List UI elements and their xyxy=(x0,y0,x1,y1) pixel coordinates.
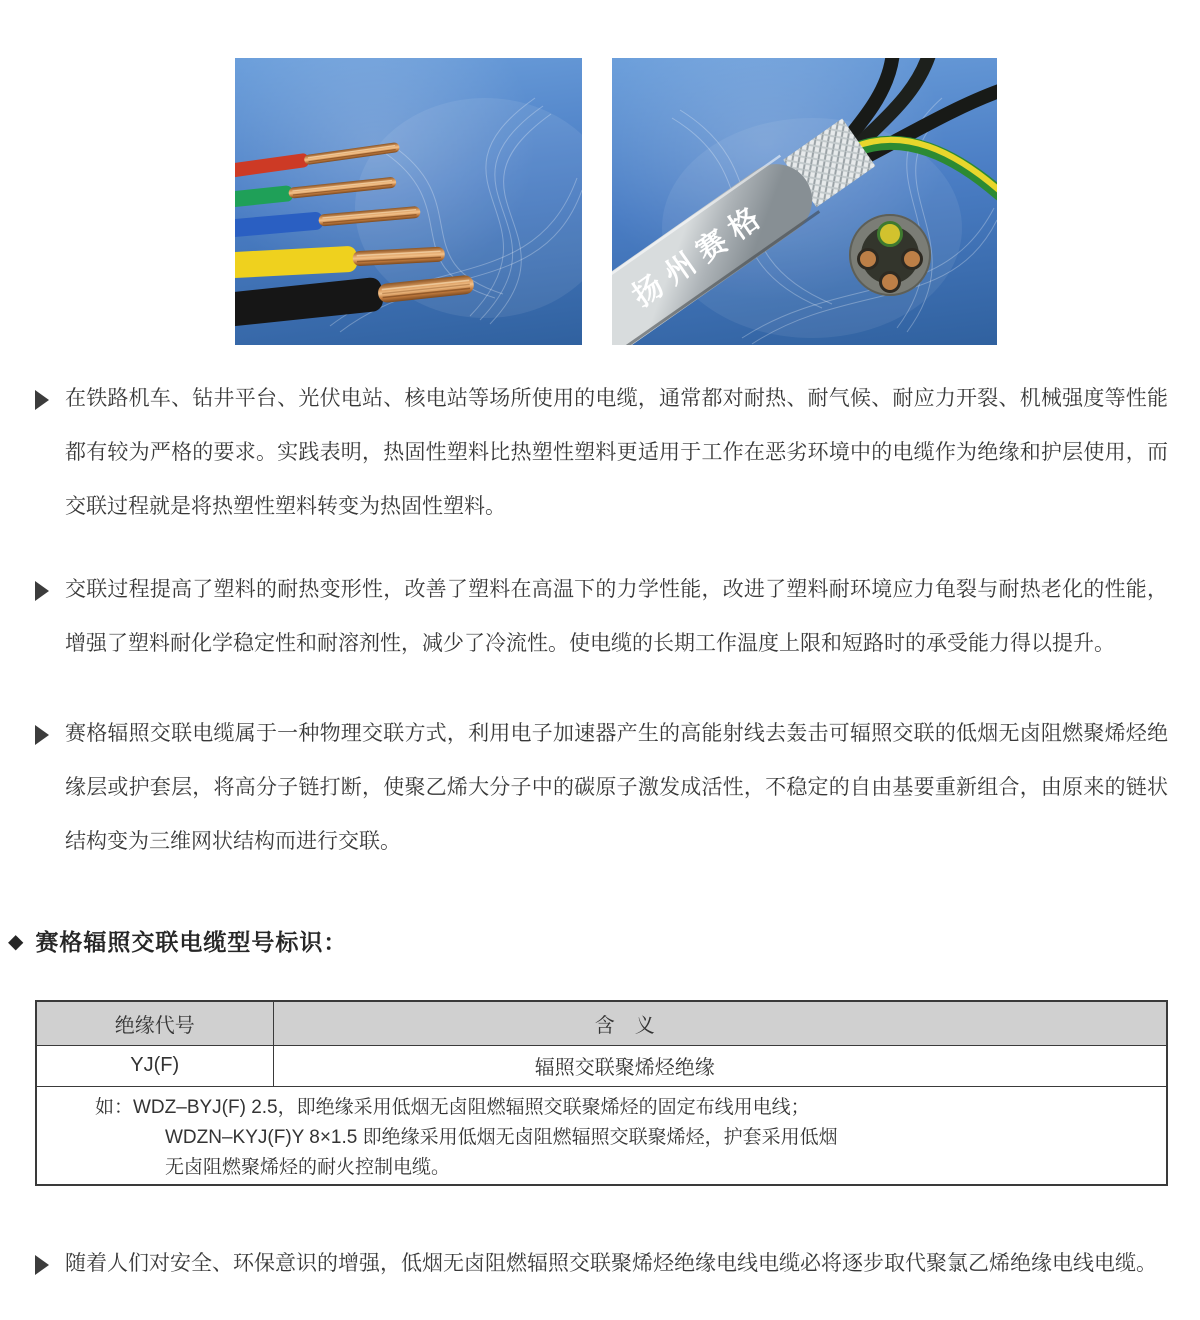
note-line-3: 无卤阻燃聚烯烃的耐火控制电缆。 xyxy=(165,1156,451,1178)
cable-cross-section xyxy=(849,214,931,296)
stripped-wires-illustration xyxy=(235,58,582,345)
table-row xyxy=(36,1045,1167,1086)
bullet-paragraph-2 xyxy=(35,563,1168,671)
stripped-wires-photo xyxy=(235,58,582,345)
paragraph-text: 随着人们对安全、环保意识的增强，低烟无卤阻燃辐照交联聚烯烃绝缘电线电缆必将逐步取代聚氯乙烯绝缘电线电缆。 xyxy=(65,1252,1157,1275)
bullet-triangle-icon xyxy=(35,725,49,745)
bullet-triangle-icon xyxy=(35,581,49,601)
header-cell-code: 绝缘代号 xyxy=(36,1001,273,1045)
shielded-cable-illustration xyxy=(612,58,997,345)
cell-code: YJ(F) xyxy=(36,1045,273,1086)
header-cell-meaning: 含 义 xyxy=(273,1001,1167,1045)
bullet-paragraph-1 xyxy=(35,372,1168,534)
note-line-2: WDZN–KYJ(F)Y 8×1.5 即绝缘采用低烟无卤阻燃辐照交联聚烯烃，护套采用低烟 xyxy=(165,1126,838,1148)
bullet-paragraph-3 xyxy=(35,707,1168,869)
paragraph-text: 交联过程提高了塑料的耐热变形性，改善了塑料在高温下的力学性能，改进了塑料耐环境应力龟裂与耐热老化的性能，增强了塑料耐化学稳定性和耐溶剂性，减少了冷流性。使电缆的长期工作温度上限和短路时的承受能力得以提升。 xyxy=(65,578,1168,655)
table-header-row xyxy=(36,1001,1167,1045)
section-heading xyxy=(8,925,347,959)
cable-brand-label: 扬州赛格 xyxy=(626,197,774,314)
hero-images xyxy=(235,58,997,345)
shielded-cable-photo xyxy=(612,58,997,345)
closing-paragraph xyxy=(35,1237,1168,1291)
table-note-cell xyxy=(36,1086,1167,1185)
note-line-1: 如：WDZ–BYJ(F) 2.5，即绝缘采用低烟无卤阻燃辐照交联聚烯烃的固定布线用电线； xyxy=(95,1096,810,1118)
cell-meaning: 辐照交联聚烯烃绝缘 xyxy=(273,1045,1167,1086)
bullet-triangle-icon xyxy=(35,390,49,410)
paragraph-text: 在铁路机车、钻井平台、光伏电站、核电站等场所使用的电缆，通常都对耐热、耐气候、耐应力开裂、机械强度等性能都有较为严格的要求。实践表明，热固性塑料比热塑性塑料更适用于工作在恶劣环境中的电缆作为绝缘和护层使用，而交联过程就是将热塑性塑料转变为热固性塑料。 xyxy=(65,387,1168,518)
section-title: 赛格辐照交联电缆型号标识： xyxy=(35,929,348,955)
model-designation-table xyxy=(35,1000,1168,1186)
bullet-triangle-icon xyxy=(35,1255,49,1275)
diamond-icon: ◆ xyxy=(8,931,24,953)
paragraph-text: 赛格辐照交联电缆属于一种物理交联方式，利用电子加速器产生的高能射线去轰击可辐照交联的低烟无卤阻燃聚烯烃绝缘层或护套层，将高分子链打断，使聚乙烯大分子中的碳原子激发成活性，不稳定的自由基要重新组合，由原来的链状结构变为三维网状结构而进行交联。 xyxy=(65,722,1168,853)
table-note-row xyxy=(36,1086,1167,1185)
